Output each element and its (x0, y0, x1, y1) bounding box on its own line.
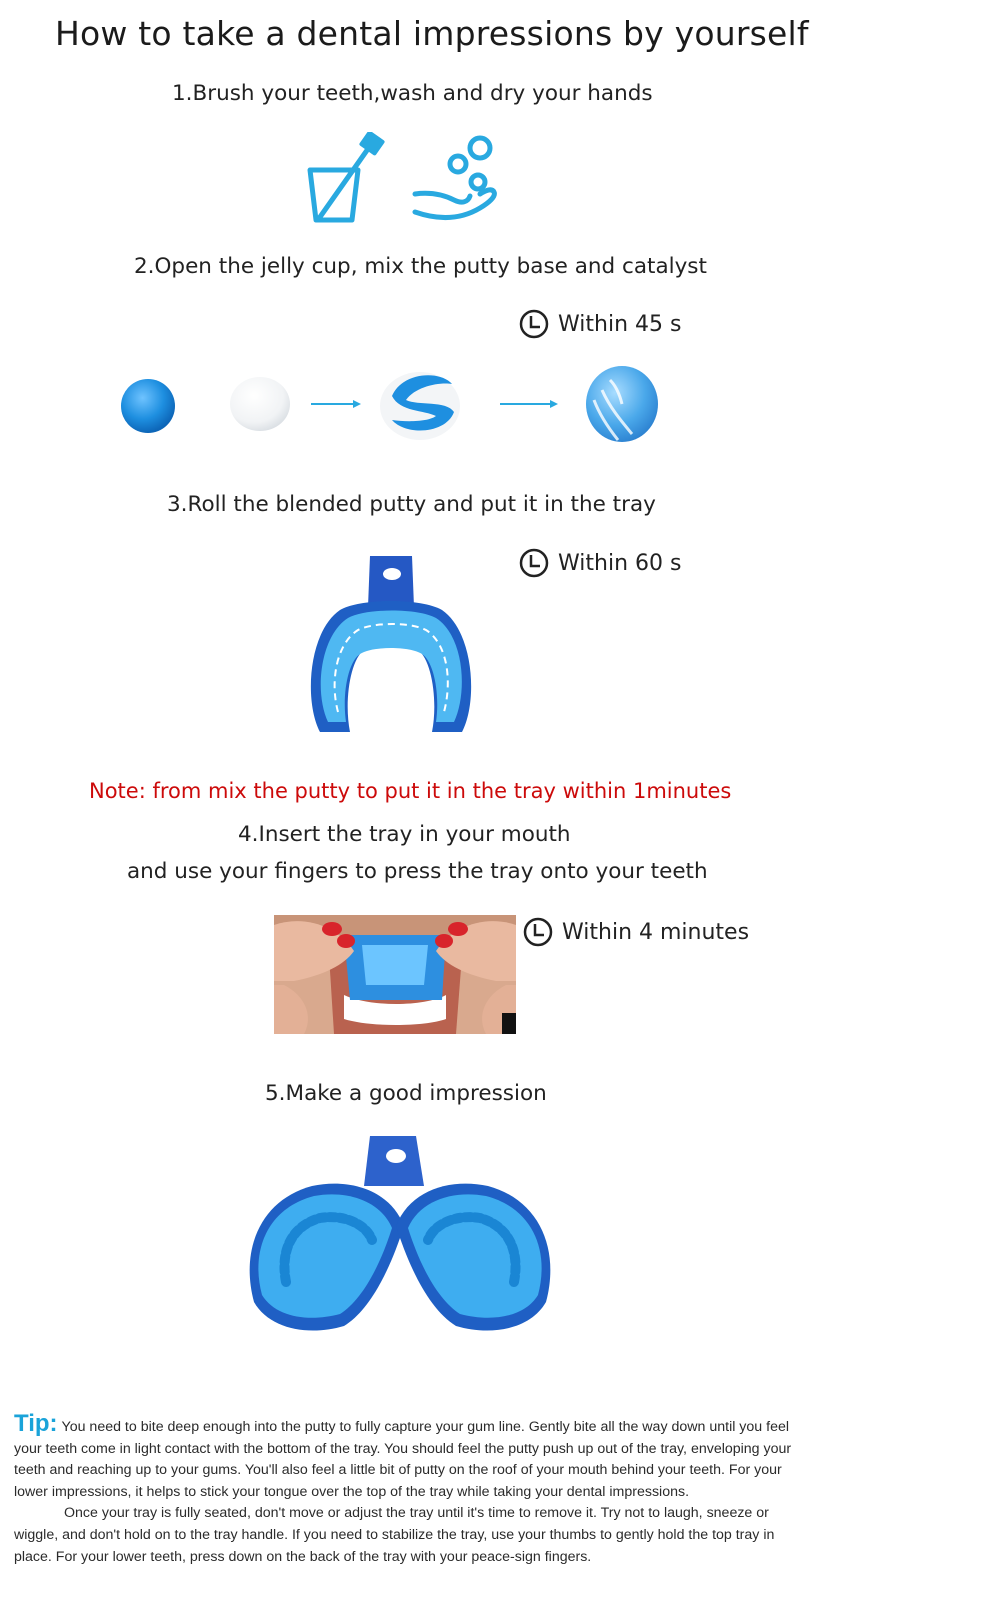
clock-icon (523, 917, 553, 947)
arrow-right-icon (311, 400, 361, 408)
tray-in-mouth-photo (274, 915, 516, 1034)
tip-paragraph-1 (14, 1410, 804, 1503)
timer-4-minutes-label: Within 4 minutes (562, 919, 750, 945)
clock-icon (519, 309, 549, 339)
timer-45s (519, 309, 681, 339)
step-4-subtext: and use your fingers to press the tray onto your teeth (127, 859, 708, 884)
blended-putty-ball (586, 366, 658, 442)
mixing-putty (380, 372, 460, 440)
putty-mixing-illustration (110, 360, 680, 460)
blue-putty-ball (121, 379, 175, 433)
step-1-text: 1.Brush your teeth,wash and dry your hands (172, 81, 653, 106)
timer-60s (519, 548, 681, 578)
tray-with-putty-illustration (300, 552, 480, 742)
white-putty-ball (230, 377, 290, 431)
timer-4-minutes (523, 917, 749, 947)
mixing-time-note: Note: from mix the putty to put it in the tray within 1minutes (89, 779, 732, 803)
hand-washing-icon (410, 134, 505, 226)
tip-paragraph-2: Once your tray is fully seated, don't move or adjust the tray until it's time to remove it. Try not to laugh, sneeze or wiggle, and don't hold on to the tray handle. If you need to stabilize the tray, use your thumbs to gently hold the top tray in place. For your lower teeth, press down on the back of the tray with your peace-sign fingers. (14, 1505, 775, 1565)
timer-45s-label: Within 45 s (558, 311, 682, 337)
toothbrush-cup-icon (300, 132, 390, 227)
step-2-text: 2.Open the jelly cup, mix the putty base and catalyst (134, 254, 707, 279)
page-title: How to take a dental impressions by yourself (55, 14, 809, 53)
tip-paragraph-1-text: You need to bite deep enough into the putty to fully capture your gum line. Gently bite all the way down until you feel your teeth come in light contact with the bottom of the tray. You should feel the putty push up out of the tray, enveloping your teeth and reaching up to your gums. You'll also feel a little bit of putty on the roof of your mouth behind your teeth. For your lower impressions, it helps to stick your tongue over the top of the tray while taking your dental impressions. (14, 1419, 792, 1500)
dental-impression-trays-illustration (240, 1130, 560, 1340)
tip-label: Tip: (14, 1410, 58, 1437)
timer-60s-label: Within 60 s (558, 550, 682, 576)
step-3-text: 3.Roll the blended putty and put it in the tray (167, 492, 656, 517)
step-4-text: 4.Insert the tray in your mouth (238, 822, 571, 847)
arrow-right-icon (500, 400, 558, 408)
step-5-text: 5.Make a good impression (265, 1081, 547, 1106)
clock-icon (519, 548, 549, 578)
tip-section (14, 1410, 804, 1568)
